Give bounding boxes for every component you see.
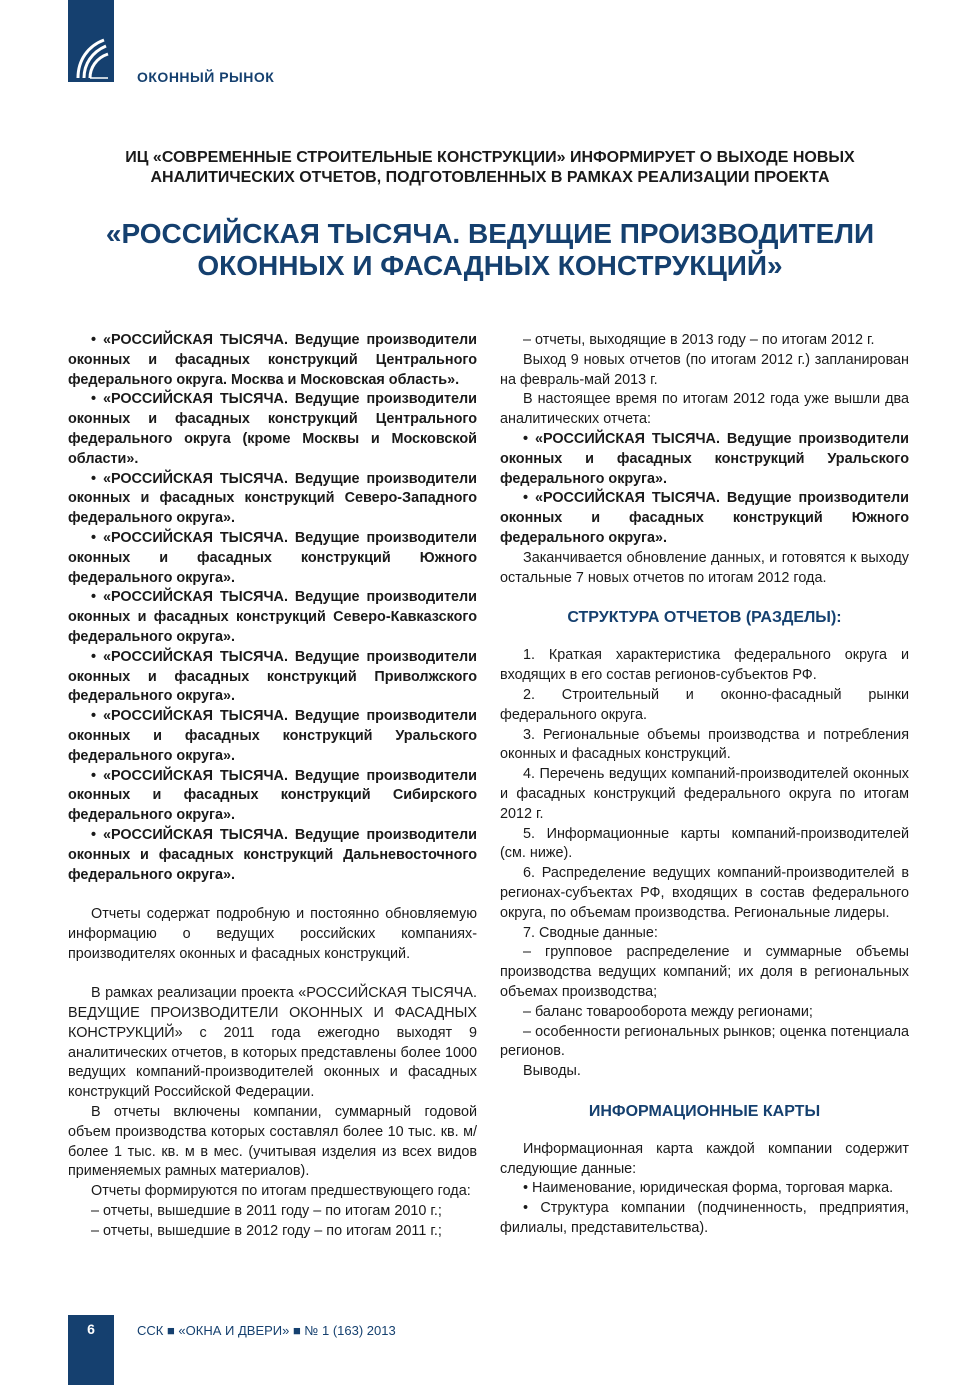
structure-item: 3. Региональные объемы производства и потребления оконных и фасадных конструкций. [500,726,909,763]
intro-heading: ИЦ «СОВРЕМЕННЫЕ СТРОИТЕЛЬНЫЕ КОНСТРУКЦИИ» ИНФОРМИРУЕТ О ВЫХОДЕ НОВЫХ АНАЛИТИЧЕСКИХ ОТЧЕТОВ, ПОДГОТОВЛЕННЫХ В РАМКАХ РЕАЛИЗАЦИИ ПРОЕКТА [125,149,855,186]
paragraph: Заканчивается обновление данных, и готовятся к выходу остальные 7 новых отчетов по итогам 2012 года. [500,549,909,586]
structure-item: – особенности региональных рынков; оценка потенциала регионов. [500,1023,909,1060]
header-bar [68,0,114,82]
report-item: • «РОССИЙСКАЯ ТЫСЯЧА. Ведущие производители оконных и фасадных конструкций Центрального федерального округа. Москва и Московская область». [68,332,477,388]
paragraph: В настоящее время по итогам 2012 года уже вышли два аналитических отчета: [500,391,909,428]
section-label: ОКОННЫЙ РЫНОК [137,69,275,85]
structure-item: 1. Краткая характеристика федерального округа и входящих в его состав регионов-субъектов РФ. [500,647,909,684]
structure-item: 6. Распределение ведущих компаний-производителей в регионах-субъектах РФ, входящих в состав федерального округа, по объемам производства. Региональные лидеры. [500,865,909,921]
logo-icon [74,36,110,80]
card-item: • Структура компании (подчиненность, предприятия, филиалы, представительства). [500,1200,909,1237]
paragraph: В отчеты включены компании, суммарный годовой объем производства которых составлял более 10 тыс. кв. м/более 1 тыс. кв. м в мес. (учитывая изделия из всех видов применяемых рамных материалов). [68,1104,477,1180]
right-column [500,331,909,1239]
structure-item: 4. Перечень ведущих компаний-производителей оконных и фасадных конструкций федерального округа по итогам 2012 г. [500,766,909,822]
list-dash: – отчеты, выходящие в 2013 году – по итогам 2012 г. [523,332,875,348]
report-item: • «РОССИЙСКАЯ ТЫСЯЧА. Ведущие производители оконных и фасадных конструкций Приволжского федерального округа». [68,648,477,705]
structure-item: – баланс товарооборота между регионами; [523,1003,813,1020]
report-item: • «РОССИЙСКАЯ ТЫСЯЧА. Ведущие производители оконных и фасадных конструкций Уральского федерального округа». [68,708,477,764]
left-column [68,331,477,1242]
cards-heading: ИНФОРМАЦИОННЫЕ КАРТЫ [588,1102,821,1120]
structure-item: 2. Строительный и оконно-фасадный рынки федерального округа. [500,686,909,723]
paragraph: Отчеты содержат подробную и постоянно обновляемую информацию о ведущих российских компаниях-производителях оконных и фасадных конструкций. [68,906,477,962]
report-item: • «РОССИЙСКАЯ ТЫСЯЧА. Ведущие производители оконных и фасадных конструкций Северо-Западного федерального округа». [68,470,477,527]
report-item: • «РОССИЙСКАЯ ТЫСЯЧА. Ведущие производители оконных и фасадных конструкций Сибирского федерального округа». [68,767,477,824]
structure-heading: СТРУКТУРА ОТЧЕТОВ (РАЗДЕЛЫ): [567,609,842,627]
paragraph: Информационная карта каждой компании содержит следующие данные: [500,1140,909,1177]
paragraph: В рамках реализации проекта «РОССИЙСКАЯ ТЫСЯЧА. ВЕДУЩИЕ ПРОИЗВОДИТЕЛИ ОКОННЫХ И ФАСАДНЫХ КОНСТРУКЦИЙ» с 2011 года ежегодно выходят 9 аналитических отчетов, в которых представлены более 1000 ведущих компаний-производителей оконных и фасадных конструкций Российской Федерации. [68,985,477,1101]
structure-item: 5. Информационные карты компаний-производителей (см. ниже). [500,825,909,862]
card-item: • Наименование, юридическая форма, торговая марка. [523,1180,894,1197]
paragraph: Отчеты формируются по итогам предшествующего года: [91,1183,471,1200]
report-item: • «РОССИЙСКАЯ ТЫСЯЧА. Ведущие производители оконных и фасадных конструкций Уральского федерального округа». [500,430,909,487]
page-title: «РОССИЙСКАЯ ТЫСЯЧА. ВЕДУЩИЕ ПРОИЗВОДИТЕЛИ ОКОННЫХ И ФАСАДНЫХ КОНСТРУКЦИЙ» [105,218,875,281]
structure-item: 7. Сводные данные: [523,924,658,941]
report-item: • «РОССИЙСКАЯ ТЫСЯЧА. Ведущие производители оконных и фасадных конструкций Северо-Кавказского федерального округа». [68,589,477,645]
paragraph: Выход 9 новых отчетов (по итогам 2012 г.) запланирован на февраль-май 2013 г. [500,351,909,388]
list-dash: – отчеты, вышедшие в 2012 году – по итогам 2011 г.; [91,1222,442,1239]
report-item: • «РОССИЙСКАЯ ТЫСЯЧА. Ведущие производители оконных и фасадных конструкций Южного федерального округа». [500,490,909,546]
report-item: • «РОССИЙСКАЯ ТЫСЯЧА. Ведущие производители оконных и фасадных конструкций Дальневосточного федерального округа». [68,826,477,883]
report-item: • «РОССИЙСКАЯ ТЫСЯЧА. Ведущие производители оконных и фасадных конструкций Южного федерального округа». [68,529,477,586]
footer-text: ССК ■ «ОКНА И ДВЕРИ» ■ № 1 (163) 2013 [137,1323,396,1338]
list-dash: – отчеты, вышедшие в 2011 году – по итогам 2010 г.; [91,1203,442,1220]
structure-item: Выводы. [523,1063,581,1080]
structure-item: – групповое распределение и суммарные объемы производства ведущих компаний; их доля в региональных объемах производства; [500,944,909,1000]
report-item: • «РОССИЙСКАЯ ТЫСЯЧА. Ведущие производители оконных и фасадных конструкций Центрального федерального округа (кроме Москвы и Московской области». [68,391,477,467]
page-number: 6 [68,1315,114,1385]
